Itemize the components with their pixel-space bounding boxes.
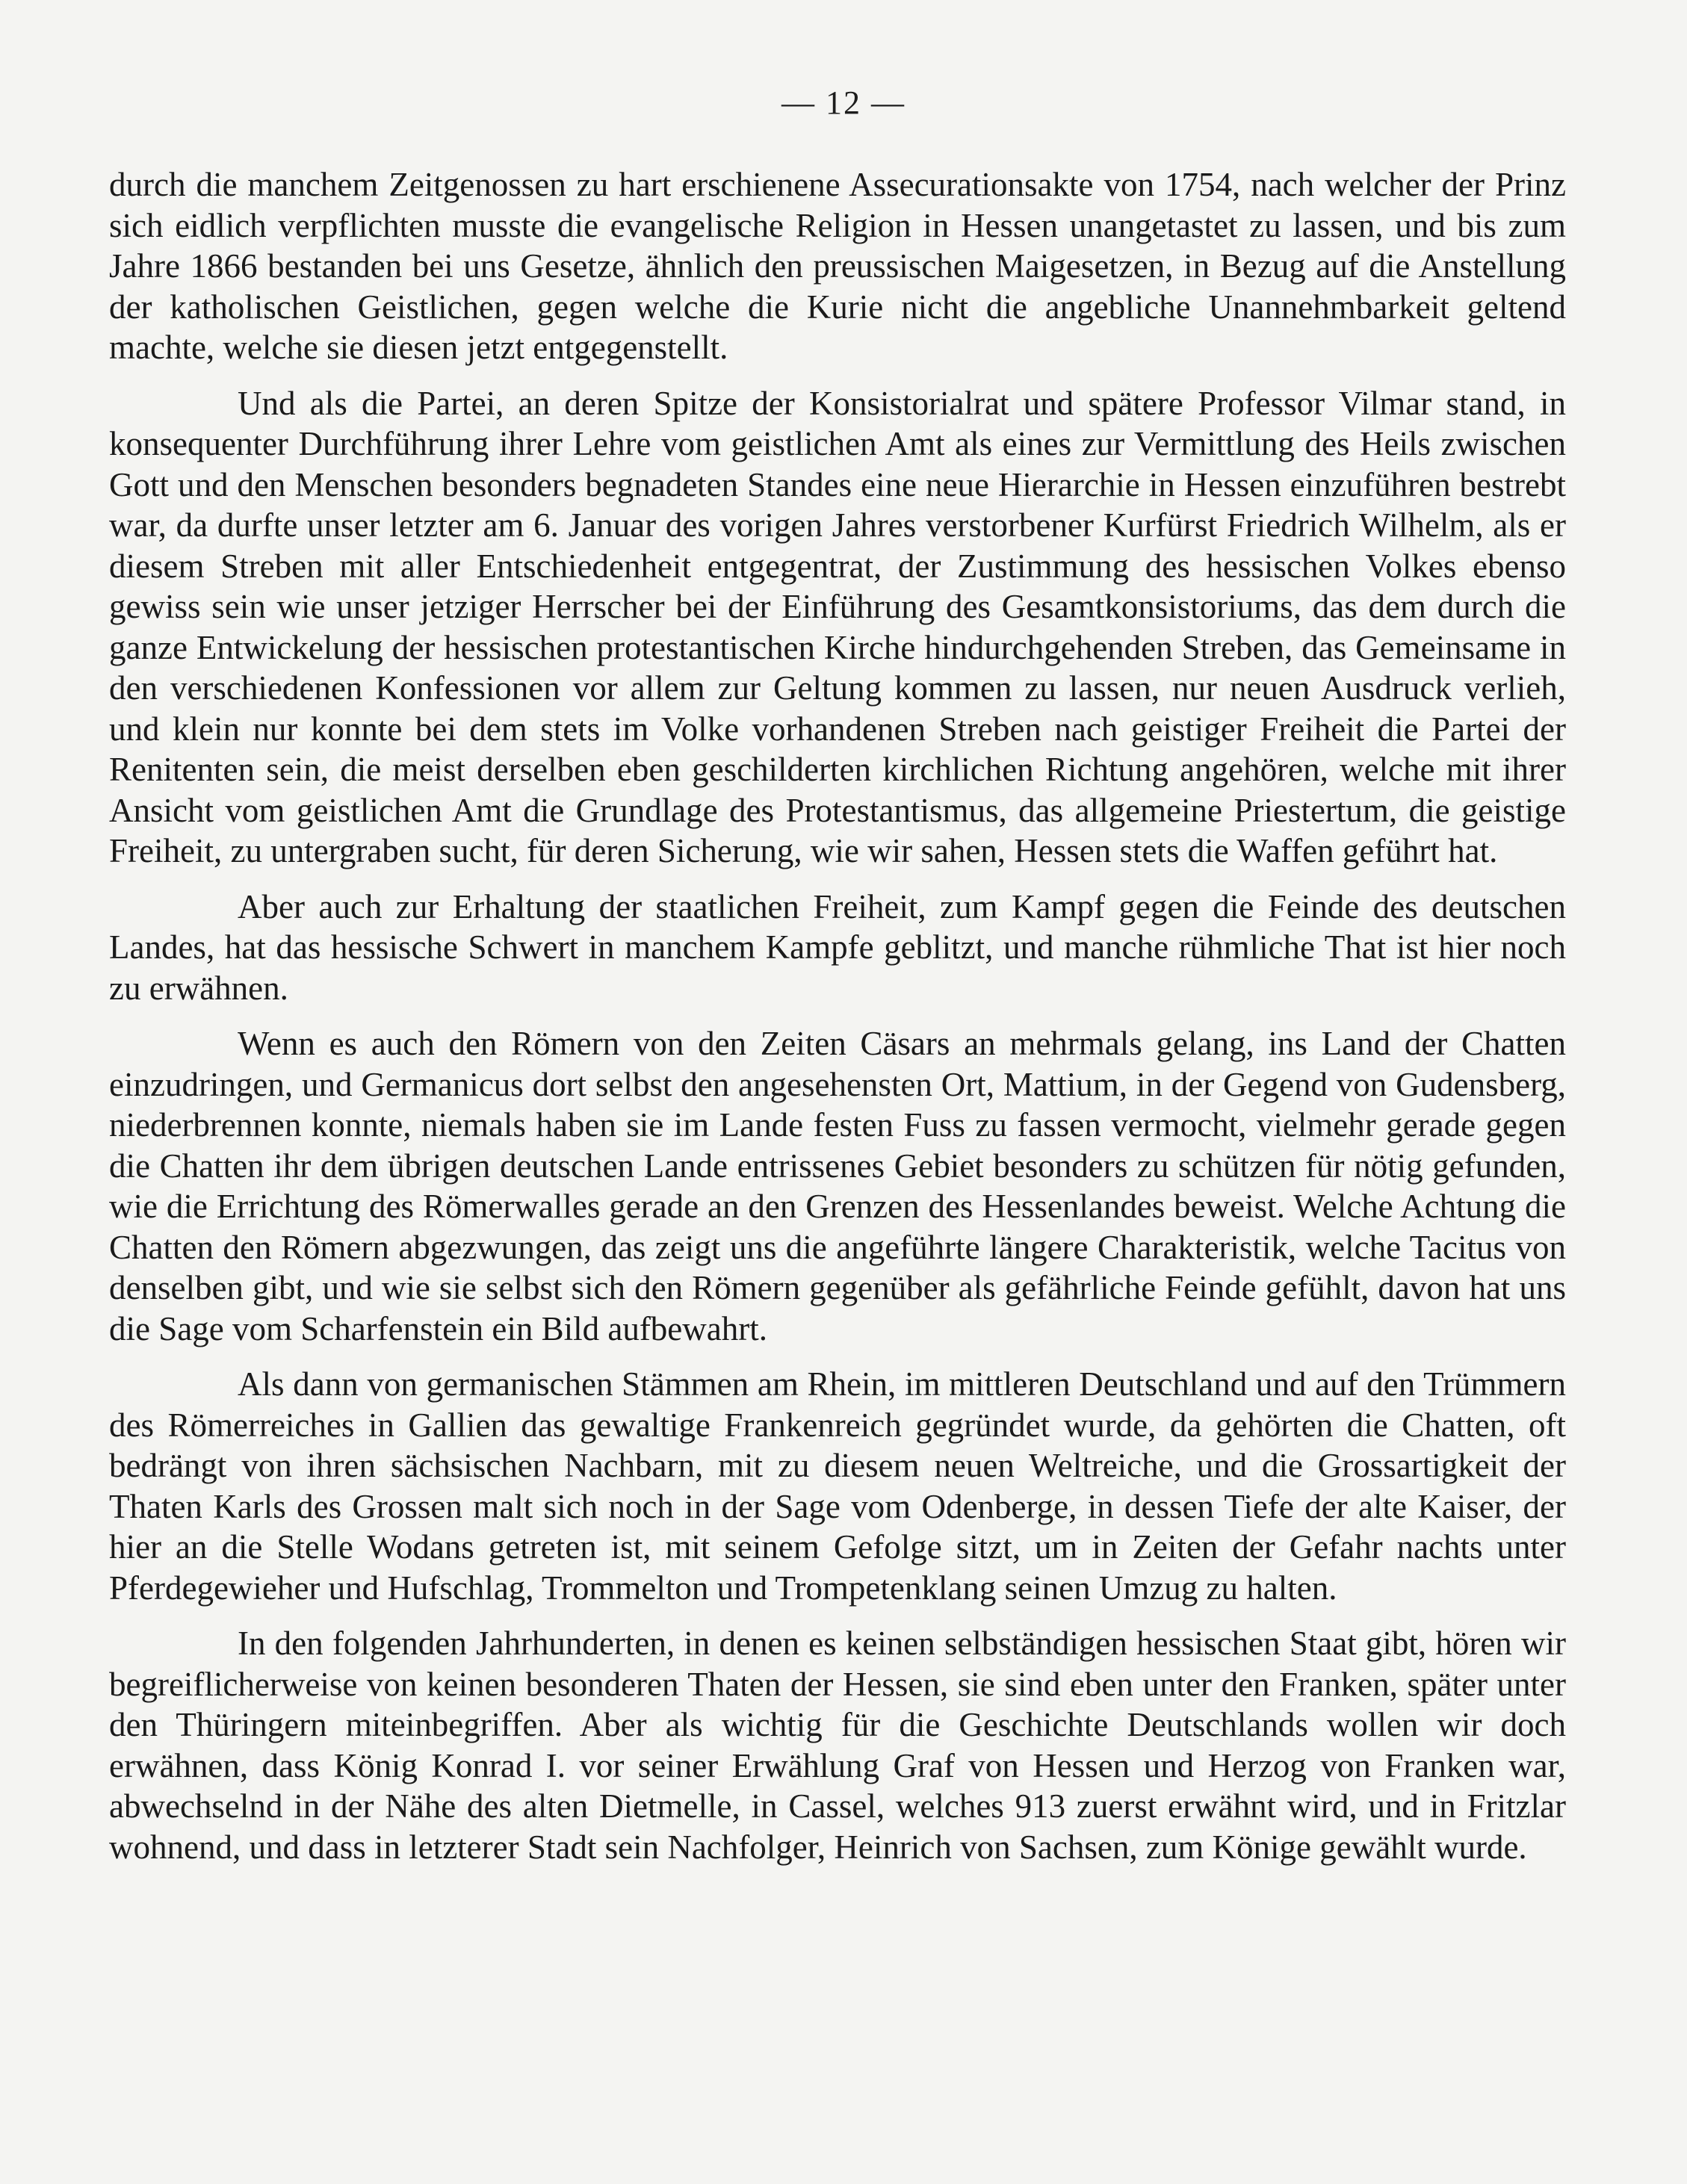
page-number: — 12 —	[781, 84, 906, 121]
paragraph-2: Und als die Partei, an deren Spitze der Konsistorialrat und spätere Professor Vilmar stand, in konsequenter Durchführung ihrer Lehre vom geistlichen Amt als eines zur Vermittlung des Heils zwischen Gott und den Menschen besonders begnadeten Standes eine neue Hierarchie in Hessen einzuführen bestrebt war, da durfte unser letzter am 6. Januar des vorigen Jahres verstorbener Kurfürst Friedrich Wilhelm, als er diesem Streben mit aller Entschiedenheit entgegentrat, der Zustimmung des hessischen Volkes ebenso gewiss sein wie unser jetziger Herrscher bei der Einführung des Gesamtkonsistoriums, das dem durch die ganze Entwickelung der hessischen protestantischen Kirche hindurchgehenden Streben, das Gemeinsame in den verschiedenen Konfessionen vor allem zur Geltung kommen zu lassen, nur neuen Ausdruck verlieh, und klein nur konnte bei dem stets im Volke vorhandenen Streben nach geistiger Freiheit die Partei der Renitenten sein, die meist derselben eben geschilderten kirchlichen Richtung angehören, welche mit ihrer Ansicht vom geistlichen Amt die Grundlage des Protestantismus, das allgemeine Priestertum, die geistige Freiheit, zu untergraben sucht, für deren Sicherung, wie wir sahen, Hessen stets die Waffen geführt hat.	[109, 384, 1566, 869]
paragraph-4: Wenn es auch den Römern von den Zeiten Cäsars an mehrmals gelang, ins Land der Chatten einzudringen, und Germanicus dort selbst den angesehensten Ort, Mattium, in der Gegend von Gudensberg, niederbrennen konnte, niemals haben sie im Lande festen Fuss zu fassen vermocht, vielmehr gerade gegen die Chatten ihr dem übrigen deutschen Lande entrissenes Gebiet besonders zu schützen für nötig gefunden, wie die Errichtung des Römerwalles gerade an den Grenzen des Hessenlandes beweist. Welche Achtung die Chatten den Römern abgezwungen, das zeigt uns die angeführte längere Charakteristik, welche Tacitus von denselben gibt, und wie sie selbst sich den Römern gegenüber als gefährliche Feinde gefühlt, davon hat uns die Sage vom Scharfenstein ein Bild aufbewahrt.	[109, 1025, 1566, 1347]
body-text	[109, 164, 1566, 1882]
paragraph-3: Aber auch zur Erhaltung der staatlichen Freiheit, zum Kampf gegen die Feinde des deutschen Landes, hat das hessische Schwert in manchem Kampfe geblitzt, und manche rühmliche That ist hier noch zu erwähnen.	[109, 887, 1566, 1007]
paragraph-5: Als dann von germanischen Stämmen am Rhein, im mittleren Deutschland und auf den Trümmern des Römerreiches in Gallien das gewaltige Frankenreich gegründet wurde, da gehörten die Chatten, oft bedrängt von ihren sächsischen Nachbarn, mit zu diesem neuen Weltreiche, und die Grossartigkeit der Thaten Karls des Grossen malt sich noch in der Sage vom Odenberge, in dessen Tiefe der alte Kaiser, der hier an die Stelle Wodans getreten ist, mit seinem Gefolge sitzt, um in Zeiten der Gefahr nachts unter Pferdegewieher und Hufschlag, Trommelton und Trompetenklang seinen Umzug zu halten.	[109, 1365, 1566, 1607]
paragraph-1: durch die manchem Zeitgenossen zu hart erschienene Assecurationsakte von 1754, nach welcher der Prinz sich eidlich verpflichten musste die evangelische Religion in Hessen unangetastet zu lassen, und bis zum Jahre 1866 bestanden bei uns Gesetze, ähnlich den preussischen Maigesetzen, in Bezug auf die Anstellung der katholischen Geistlichen, gegen welche die Kurie nicht die angebliche Unannehmbarkeit geltend machte, welche sie diesen jetzt entgegenstellt.	[109, 166, 1566, 366]
paragraph-6: In den folgenden Jahrhunderten, in denen es keinen selbständigen hessischen Staat gibt, hören wir begreiflicherweise von keinen besonderen Thaten der Hessen, sie sind eben unter den Franken, später unter den Thüringern miteinbegriffen. Aber als wichtig für die Geschichte Deutschlands wollen wir doch erwähnen, dass König Konrad I. vor seiner Erwählung Graf von Hessen und Herzog von Franken war, abwechselnd in der Nähe des alten Dietmelle, in Cassel, welches 913 zuerst erwähnt wird, und in Fritzlar wohnend, und dass in letzterer Stadt sein Nachfolger, Heinrich von Sachsen, zum Könige gewählt wurde.	[109, 1625, 1566, 1866]
